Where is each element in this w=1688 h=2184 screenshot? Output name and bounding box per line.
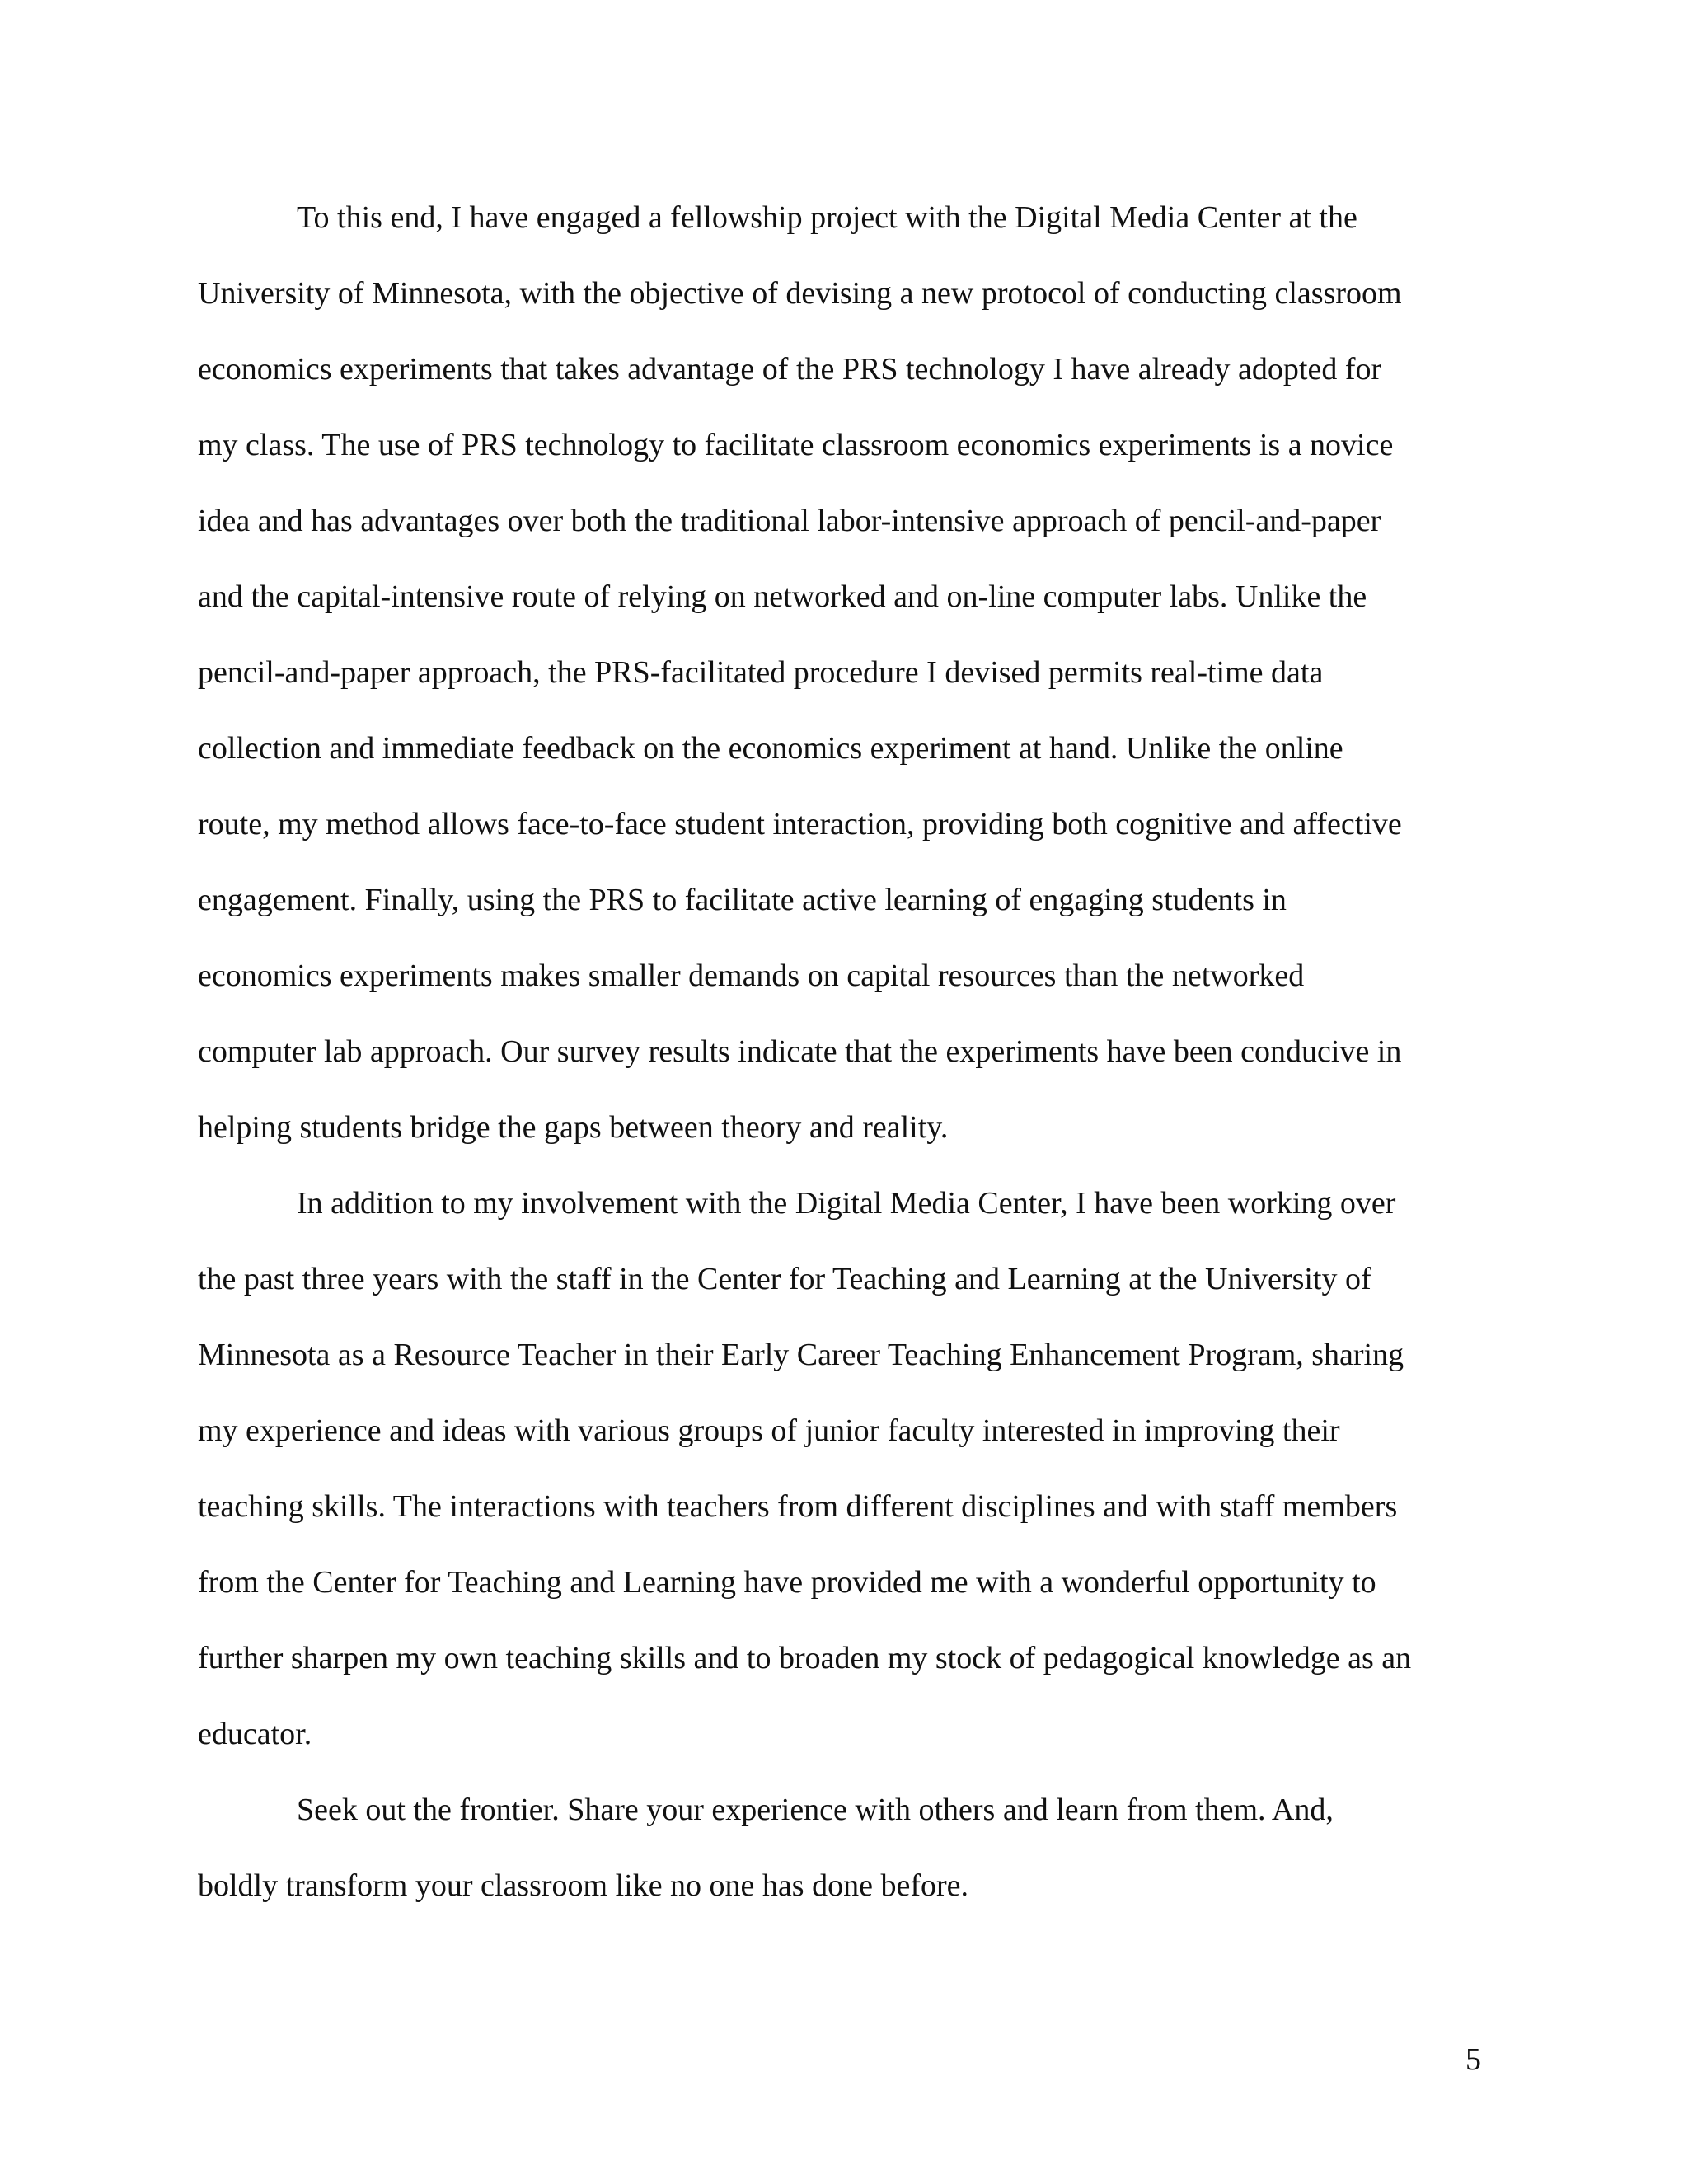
text-line: from the Center for Teaching and Learning have provided me with a wonderful opportunity to	[198, 1565, 1376, 1600]
text-line: boldly transform your classroom like no one has done before.	[198, 1868, 968, 1903]
text-line: Seek out the frontier. Share your experience with others and learn from them. And,	[297, 1793, 1334, 1827]
text-line: computer lab approach. Our survey results indicate that the experiments have been conducive in	[198, 1034, 1402, 1069]
text-line: helping students bridge the gaps between theory and reality.	[198, 1110, 949, 1145]
text-line: economics experiments that takes advantage of the PRS technology I have already adopted for	[198, 352, 1382, 387]
text-line: engagement. Finally, using the PRS to facilitate active learning of engaging students in	[198, 883, 1287, 917]
text-line: University of Minnesota, with the objective of devising a new protocol of conducting classroom	[198, 276, 1402, 311]
text-line: In addition to my involvement with the Digital Media Center, I have been working over	[297, 1186, 1396, 1221]
text-line: collection and immediate feedback on the economics experiment at hand. Unlike the online	[198, 731, 1343, 766]
text-line: and the capital-intensive route of relying on networked and on-line computer labs. Unlike the	[198, 579, 1367, 614]
text-line: teaching skills. The interactions with teachers from different disciplines and with staff members	[198, 1489, 1398, 1524]
text-line: economics experiments makes smaller demands on capital resources than the networked	[198, 958, 1305, 993]
text-line: my experience and ideas with various groups of junior faculty interested in improving their	[198, 1413, 1340, 1448]
text-line: the past three years with the staff in the Center for Teaching and Learning at the University of	[198, 1262, 1372, 1296]
text-line: pencil-and-paper approach, the PRS-facilitated procedure I devised permits real-time data	[198, 655, 1324, 690]
text-line: idea and has advantages over both the traditional labor-intensive approach of pencil-and-paper	[198, 504, 1381, 538]
text-line: my class. The use of PRS technology to facilitate classroom economics experiments is a novice	[198, 428, 1394, 462]
page-number: 5	[1465, 2042, 1481, 2077]
text-line: route, my method allows face-to-face student interaction, providing both cognitive and affective	[198, 807, 1402, 841]
text-line: To this end, I have engaged a fellowship project with the Digital Media Center at the	[297, 200, 1357, 235]
text-line: educator.	[198, 1717, 312, 1751]
text-line: Minnesota as a Resource Teacher in their Early Career Teaching Enhancement Program, sharing	[198, 1338, 1404, 1372]
text-line: further sharpen my own teaching skills and to broaden my stock of pedagogical knowledge as an	[198, 1641, 1412, 1675]
